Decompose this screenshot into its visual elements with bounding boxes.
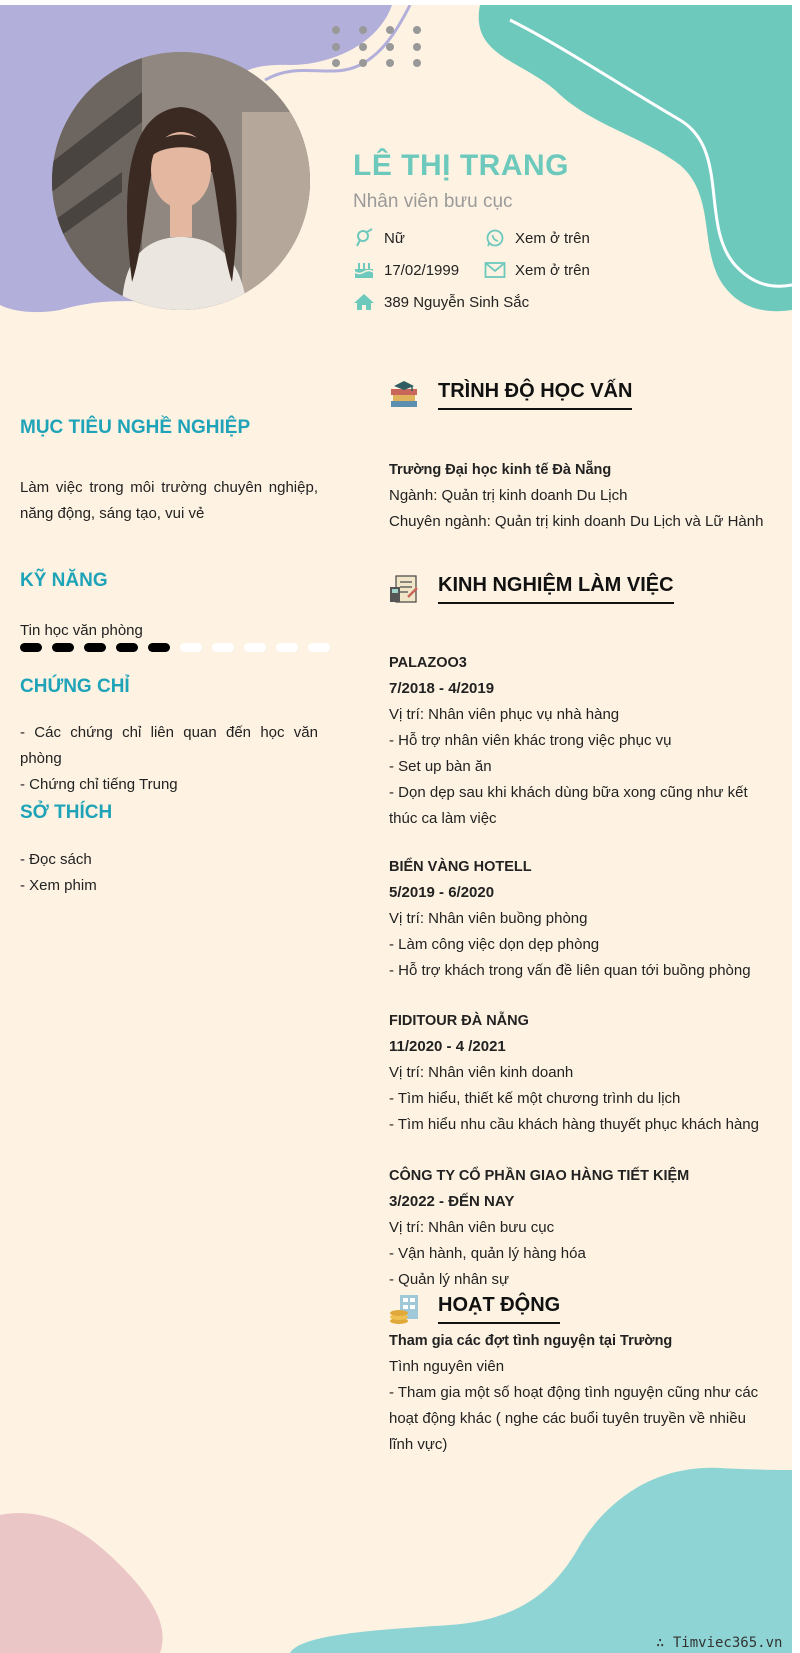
home-icon <box>353 291 375 313</box>
skill-dot-empty <box>212 643 234 652</box>
job-line: - Hỗ trợ nhân viên khác trong việc phục vụ <box>389 732 672 749</box>
info-gender <box>353 227 405 249</box>
graduation-books-icon <box>388 379 420 411</box>
hobby-line: - Đọc sách <box>20 851 92 868</box>
gender-icon <box>353 227 375 249</box>
job-block <box>389 650 769 832</box>
pink-bottom-blob <box>0 1513 163 1653</box>
education-title: TRÌNH ĐỘ HỌC VẤN <box>438 380 632 410</box>
activities-title: HOẠT ĐỘNG <box>438 1294 560 1324</box>
info-address <box>353 291 529 313</box>
skill-dot-filled <box>84 643 106 652</box>
info-email <box>484 259 590 281</box>
education-header <box>388 379 632 411</box>
job-company: PALAZOO3 <box>389 655 467 671</box>
job-block <box>389 1163 769 1293</box>
job-line: - Tìm hiểu nhu cầu khách hàng thuyết phục khách hàng <box>389 1116 759 1133</box>
job-line: Vị trí: Nhân viên bưu cục <box>389 1219 555 1236</box>
skill-dot-filled <box>52 643 74 652</box>
education-line: Ngành: Quản trị kinh doanh Du Lịch <box>389 487 628 504</box>
whatsapp-icon <box>484 227 506 249</box>
job-block <box>389 1008 769 1138</box>
job-line: - Dọn dẹp sau khi khách dùng bữa xong cũng như kết thúc ca làm việc <box>389 784 748 827</box>
resume-page <box>0 5 792 1653</box>
watermark: ∴ Timviec365.vn <box>656 1635 783 1651</box>
skill-level-bar <box>20 643 330 652</box>
profile-photo <box>52 52 310 310</box>
info-phone <box>484 227 590 249</box>
job-line: - Hỗ trợ khách trong vấn đề liên quan tới buồng phòng <box>389 962 751 979</box>
skill-name: Tin học văn phòng <box>20 622 143 639</box>
skills-title: KỸ NĂNG <box>20 570 108 591</box>
skill-dot-empty <box>276 643 298 652</box>
certificates-title: CHỨNG CHỈ <box>20 676 130 697</box>
info-birthday-value: 17/02/1999 <box>384 261 460 279</box>
job-block <box>389 854 769 984</box>
hobby-line: - Xem phim <box>20 877 97 894</box>
skill-dot-empty <box>308 643 330 652</box>
education-line: Chuyên ngành: Quản trị kinh doanh Du Lịch và Lữ Hành <box>389 513 764 530</box>
mail-icon <box>484 259 506 281</box>
candidate-role: Nhân viên bưu cục <box>353 191 513 212</box>
activities-header <box>388 1293 560 1325</box>
activity-line: - Tham gia một số hoạt động tình nguyện cũng như các hoạt động khác ( nghe các buổi tuyên truyền về nhiều lĩnh vực) <box>389 1384 759 1453</box>
skill-dot-filled <box>116 643 138 652</box>
school-name: Trường Đại học kinh tế Đà Nẵng <box>389 462 612 478</box>
info-address-value: 389 Nguyễn Sinh Sắc <box>384 293 530 311</box>
activity-line: Tình nguyên viên <box>389 1358 505 1375</box>
info-email-value: Xem ở trên <box>515 261 590 279</box>
skill-dot-empty <box>180 643 202 652</box>
activity-heading: Tham gia các đợt tình nguyện tại Trường <box>389 1333 673 1349</box>
skill-dot-filled <box>20 643 42 652</box>
objective-title: MỤC TIÊU NGHỀ NGHIỆP <box>20 417 251 438</box>
teal-bottom-blob <box>290 1468 792 1653</box>
job-line: - Tìm hiểu, thiết kế một chương trình du lịch <box>389 1090 681 1107</box>
certificate-line: - Các chứng chỉ liên quan đến học văn phòng <box>20 724 318 767</box>
job-period: 3/2022 - ĐẾN NAY <box>389 1193 515 1210</box>
candidate-name: LÊ THỊ TRANG <box>353 149 569 182</box>
job-line: - Set up bàn ăn <box>389 758 492 775</box>
certificate-line: - Chứng chỉ tiếng Trung <box>20 776 178 793</box>
skill-dot-empty <box>244 643 266 652</box>
info-gender-value: Nữ <box>384 229 405 247</box>
job-line: Vị trí: Nhân viên buồng phòng <box>389 910 588 927</box>
job-period: 5/2019 - 6/2020 <box>389 884 495 901</box>
job-period: 7/2018 - 4/2019 <box>389 680 495 697</box>
hobbies-title: SỞ THÍCH <box>20 802 113 823</box>
job-line: Vị trí: Nhân viên kinh doanh <box>389 1064 574 1081</box>
experience-header <box>388 573 674 605</box>
job-line: - Quản lý nhân sự <box>389 1271 510 1288</box>
job-line: - Vận hành, quản lý hàng hóa <box>389 1245 586 1262</box>
skill-dot-filled <box>148 643 170 652</box>
info-phone-value: Xem ở trên <box>515 229 590 247</box>
job-line: Vị trí: Nhân viên phục vụ nhà hàng <box>389 706 620 723</box>
coins-icon <box>388 1293 420 1325</box>
objective-text: Làm việc trong môi trường chuyên nghiệp, năng động, sáng tạo, vui vẻ <box>20 479 318 522</box>
birthday-cake-icon <box>353 259 375 281</box>
work-documents-icon <box>388 573 420 605</box>
job-company: BIỂN VÀNG HOTELL <box>389 859 532 875</box>
job-line: - Làm công việc dọn dẹp phòng <box>389 936 600 953</box>
education-block <box>389 457 769 535</box>
experience-title: KINH NGHIỆM LÀM VIỆC <box>438 574 674 604</box>
activities-block <box>389 1328 769 1458</box>
job-period: 11/2020 - 4 /2021 <box>389 1038 506 1055</box>
info-birthday <box>353 259 459 281</box>
job-company: FIDITOUR ĐÀ NẴNG <box>389 1013 529 1029</box>
job-company: CÔNG TY CỔ PHẦN GIAO HÀNG TIẾT KIỆM <box>389 1168 690 1184</box>
